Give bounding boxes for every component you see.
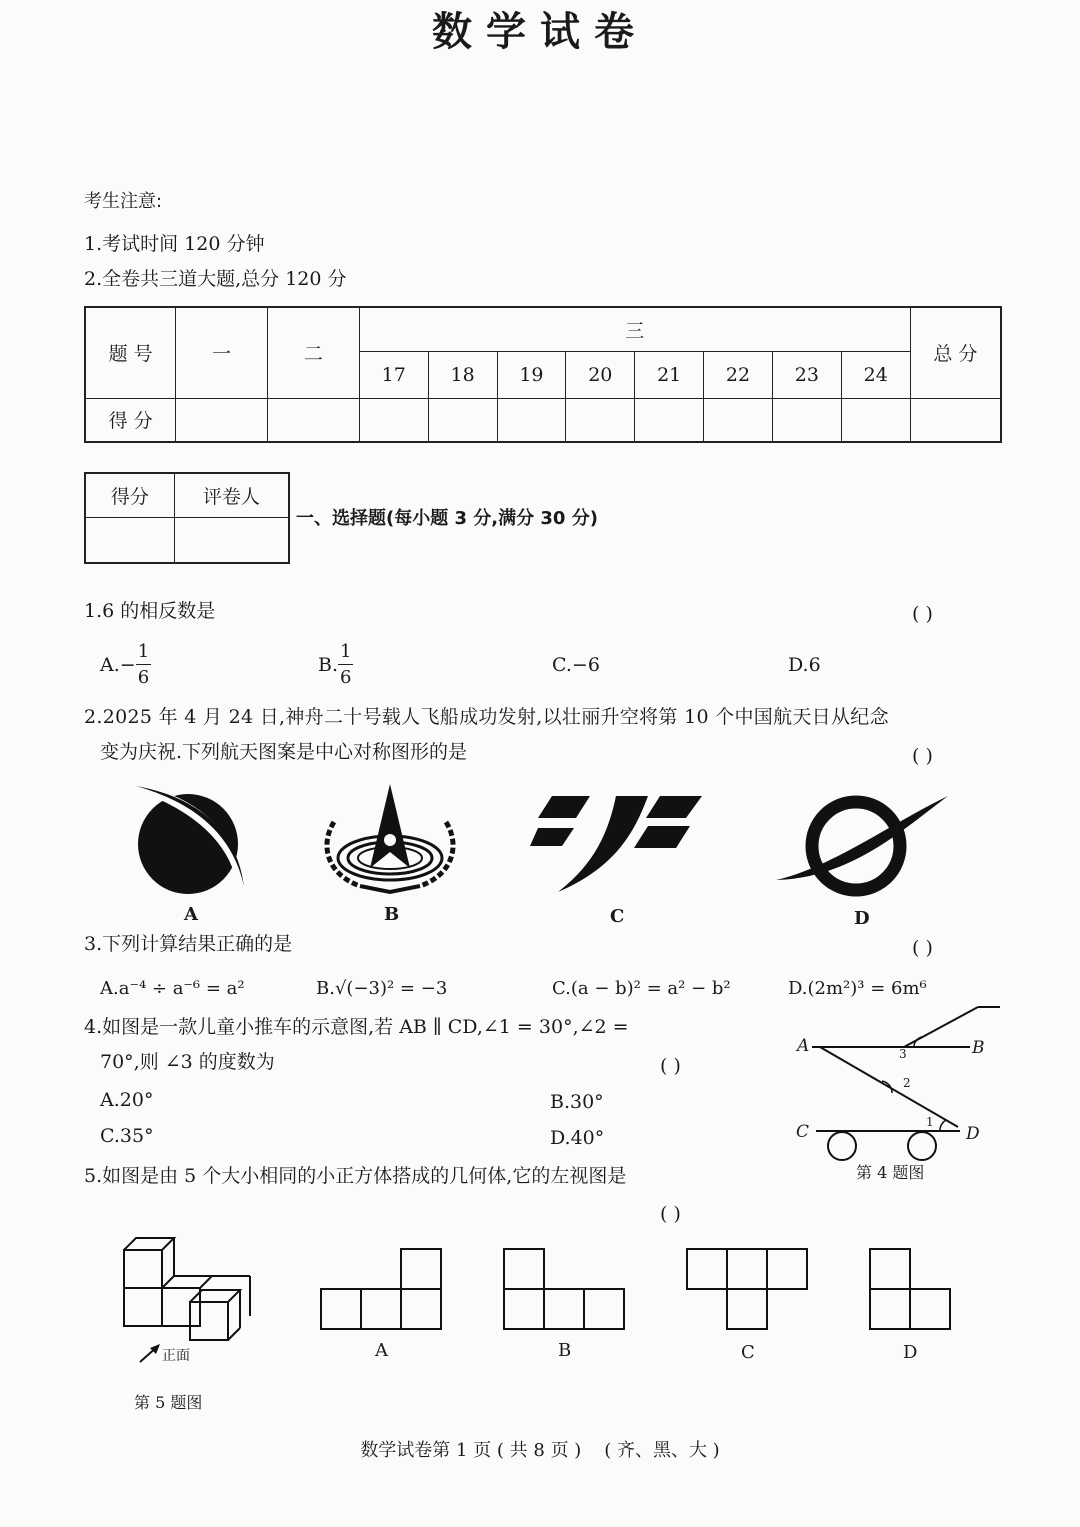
- page-footer: 数学试卷第 1 页 ( 共 8 页 ) ( 齐、黑、大 ): [360, 1440, 720, 1461]
- q2-logo-c[interactable]: [530, 794, 702, 894]
- fraction: $\frac{1}{6}$: [137, 641, 150, 688]
- score-cell[interactable]: [566, 398, 635, 442]
- q5-label-a: A: [375, 1340, 388, 1361]
- score-cell[interactable]: [841, 398, 910, 442]
- col-section-3: 三: [359, 307, 910, 351]
- section-heading: 一、选择题(每小题 3 分,满分 30 分): [296, 508, 598, 529]
- score-table: [84, 306, 1002, 443]
- q4-stem-line2: 70°,则 ∠3 的度数为: [100, 1051, 275, 1073]
- grader-box: [84, 472, 290, 564]
- q5-front-label: 正面: [162, 1348, 190, 1364]
- q4-angle-2: 2: [903, 1076, 911, 1090]
- q2-stem-line1: 2.2025 年 4 月 24 日,神舟二十号载人飞船成功发射,以壮丽升空将第 10 个中国航天日从纪念: [84, 706, 889, 728]
- score-cell[interactable]: [268, 398, 360, 442]
- q2-label-b: B: [384, 904, 400, 925]
- page-title: 数学试卷: [432, 9, 648, 55]
- q3-option-c[interactable]: C.(a − b)² = a² − b²: [552, 978, 731, 999]
- sub-col: 18: [428, 351, 497, 398]
- q4-angle-3: 3: [899, 1047, 907, 1061]
- sub-col: 22: [704, 351, 773, 398]
- score-cell[interactable]: [704, 398, 773, 442]
- q4-angle-1: 1: [926, 1115, 934, 1129]
- q2-logo-d[interactable]: [770, 788, 950, 898]
- grader-score-cell[interactable]: [85, 517, 174, 563]
- q5-view-c[interactable]: [686, 1248, 810, 1330]
- grader-name-label: 评卷人: [174, 473, 289, 517]
- score-cell[interactable]: [497, 398, 566, 442]
- sub-col: 24: [841, 351, 910, 398]
- q1-option-a[interactable]: [100, 640, 151, 690]
- q5-view-a[interactable]: [320, 1248, 444, 1330]
- q5-label-b: B: [558, 1340, 572, 1361]
- answer-paren[interactable]: ( ): [912, 603, 933, 625]
- q4-point-c: C: [796, 1122, 810, 1142]
- row-label-question-no: 题 号: [85, 307, 176, 398]
- q1-option-c[interactable]: C.−6: [552, 654, 600, 676]
- sub-col: 19: [497, 351, 566, 398]
- answer-paren[interactable]: ( ): [912, 937, 933, 959]
- q1-option-d[interactable]: D.6: [788, 654, 821, 676]
- option-prefix: B.: [318, 653, 339, 676]
- row-label-score: 得 分: [85, 398, 176, 442]
- fraction: $\frac{1}{6}$: [340, 641, 352, 688]
- q2-label-a: A: [184, 904, 198, 925]
- q4-fig-caption: 第 4 题图: [856, 1163, 925, 1182]
- q2-logo-a[interactable]: [132, 786, 248, 896]
- q4-option-a[interactable]: A.20°: [100, 1089, 154, 1111]
- col-total: 总 分: [910, 307, 1001, 398]
- score-cell[interactable]: [428, 398, 497, 442]
- q2-label-d: D: [854, 908, 870, 929]
- score-cell[interactable]: [772, 398, 841, 442]
- q5-label-c: C: [741, 1342, 755, 1363]
- q4-option-b[interactable]: B.30°: [550, 1091, 604, 1113]
- q4-stem-line1: 4.如图是一款儿童小推车的示意图,若 AB ∥ CD,∠1 = 30°,∠2 =: [84, 1016, 629, 1038]
- grader-name-cell[interactable]: [174, 517, 289, 563]
- col-section-1: 一: [176, 307, 268, 398]
- answer-paren[interactable]: ( ): [660, 1203, 681, 1225]
- sub-col: 21: [635, 351, 704, 398]
- score-cell[interactable]: [359, 398, 428, 442]
- q5-solid-figure: [120, 1236, 270, 1346]
- q5-view-b[interactable]: [503, 1248, 627, 1330]
- score-cell[interactable]: [176, 398, 268, 442]
- q4-point-d: D: [966, 1124, 980, 1144]
- option-prefix: A.−: [100, 653, 136, 676]
- q5-view-d[interactable]: [869, 1248, 953, 1330]
- score-cell[interactable]: [635, 398, 704, 442]
- notice-heading: 考生注意:: [84, 191, 163, 212]
- sub-col: 17: [359, 351, 428, 398]
- q5-fig-caption: 第 5 题图: [134, 1393, 203, 1412]
- q2-logo-b[interactable]: [316, 782, 464, 894]
- notice-item-2: 2.全卷共三道大题,总分 120 分: [84, 268, 347, 290]
- q2-stem-line2: 变为庆祝.下列航天图案是中心对称图形的是: [100, 741, 468, 763]
- sub-col: 20: [566, 351, 635, 398]
- q5-label-d: D: [903, 1342, 918, 1363]
- q4-point-a: A: [797, 1036, 810, 1056]
- sub-col: 23: [772, 351, 841, 398]
- q3-option-b[interactable]: B.√(−3)² = −3: [316, 978, 448, 999]
- q5-stem: 5.如图是由 5 个大小相同的小正方体搭成的几何体,它的左视图是: [84, 1165, 627, 1187]
- arrow-icon: [138, 1342, 162, 1364]
- q4-option-c[interactable]: C.35°: [100, 1125, 154, 1147]
- col-section-2: 二: [268, 307, 360, 398]
- q1-option-b[interactable]: [318, 640, 353, 690]
- notice-item-1: 1.考试时间 120 分钟: [84, 233, 265, 255]
- q2-label-c: C: [610, 906, 625, 927]
- q3-option-a[interactable]: A.a⁻⁴ ÷ a⁻⁶ = a²: [100, 978, 245, 999]
- answer-paren[interactable]: ( ): [660, 1055, 681, 1077]
- q4-option-d[interactable]: D.40°: [550, 1127, 605, 1149]
- q3-stem: 3.下列计算结果正确的是: [84, 933, 293, 955]
- q4-point-b: B: [972, 1038, 985, 1058]
- grader-score-label: 得分: [85, 473, 174, 517]
- answer-paren[interactable]: ( ): [912, 745, 933, 767]
- score-cell[interactable]: [910, 398, 1001, 442]
- q3-option-d[interactable]: D.(2m²)³ = 6m⁶: [788, 978, 927, 999]
- q1-stem: 1.6 的相反数是: [84, 600, 216, 622]
